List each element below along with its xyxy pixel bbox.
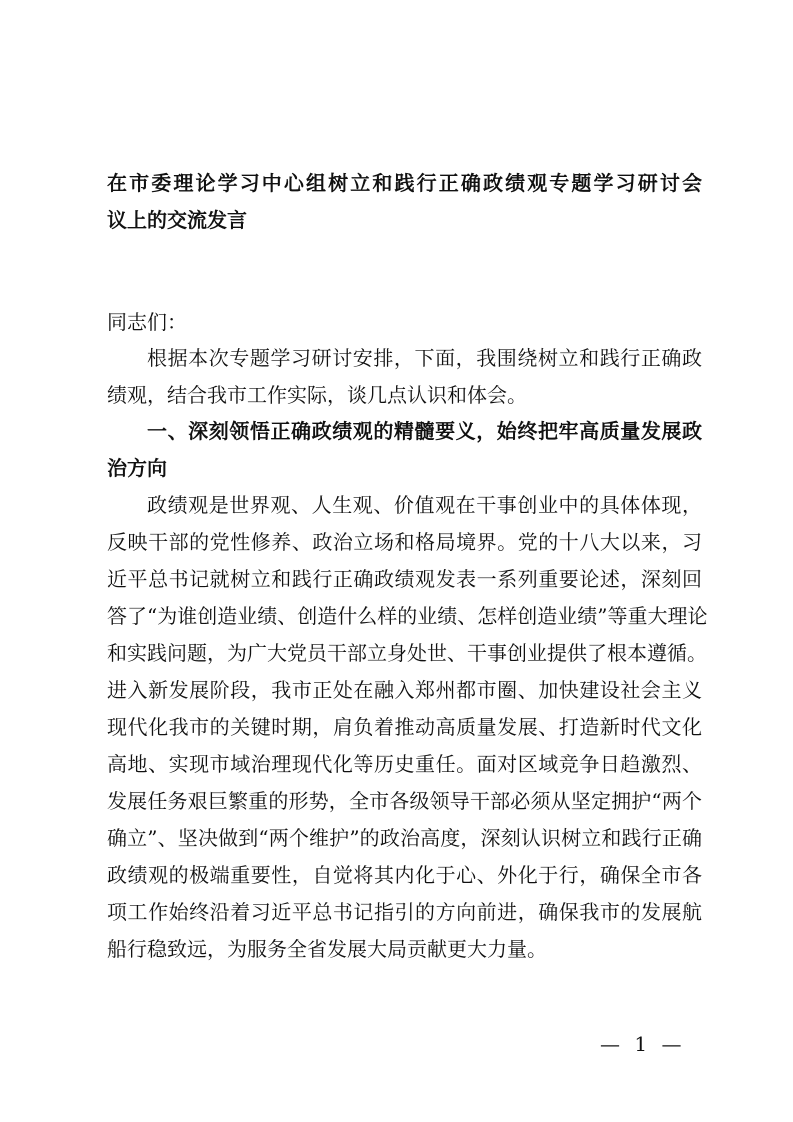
- intro-line-1: 根据本次专题学习研讨安排，下面，我围绕树立和践行正确政: [147, 346, 702, 370]
- intro-line-2: 绩观，结合我市工作实际，谈几点认识和体会。: [107, 383, 527, 407]
- salutation: 同志们：: [107, 310, 187, 334]
- paragraph-line: 发展任务艰巨繁重的形势，全市各级领导干部必须从坚定拥护“两个: [107, 789, 702, 813]
- paragraph-line: 政绩观的极端重要性，自觉将其内化于心、外化于行，确保全市各: [107, 863, 702, 887]
- document-title-line-2: 议上的交流发言: [107, 208, 247, 232]
- page-number: — 1 —: [600, 1032, 686, 1056]
- paragraph-line: 船行稳致远，为服务全省发展大局贡献更大力量。: [107, 937, 547, 961]
- paragraph-line: 答了“为谁创造业绩、创造什么样的业绩、怎样创造业绩”等重大理论: [107, 604, 708, 628]
- paragraph-line: 项工作始终沿着习近平总书记指引的方向前进，确保我市的发展航: [107, 900, 702, 924]
- paragraph-line: 反映干部的党性修养、政治立场和格局境界。党的十八大以来，习: [107, 530, 702, 554]
- paragraph-line: 高地、实现市域治理现代化等历史重任。面对区域竞争日趋激烈、: [107, 752, 702, 776]
- paragraph-line: 近平总书记就树立和践行正确政绩观发表一系列重要论述，深刻回: [107, 567, 702, 591]
- section-heading-line-2: 治方向: [107, 456, 167, 480]
- paragraph-line: 和实践问题，为广大党员干部立身处世、干事创业提供了根本遵循。: [107, 641, 707, 665]
- paragraph-line: 政绩观是世界观、人生观、价值观在干事创业中的具体体现，: [147, 493, 702, 517]
- document-title-line-1: 在市委理论学习中心组树立和践行正确政绩观专题学习研讨会: [107, 171, 702, 195]
- paragraph-line: 进入新发展阶段，我市正处在融入郑州都市圈、加快建设社会主义: [107, 678, 702, 702]
- section-heading-line-1: 一、深刻领悟正确政绩观的精髓要义，始终把牢高质量发展政: [147, 419, 702, 443]
- paragraph-line: 确立”、坚决做到“两个维护”的政治高度，深刻认识树立和践行正确: [107, 826, 702, 850]
- paragraph-line: 现代化我市的关键时期，肩负着推动高质量发展、打造新时代文化: [107, 715, 702, 739]
